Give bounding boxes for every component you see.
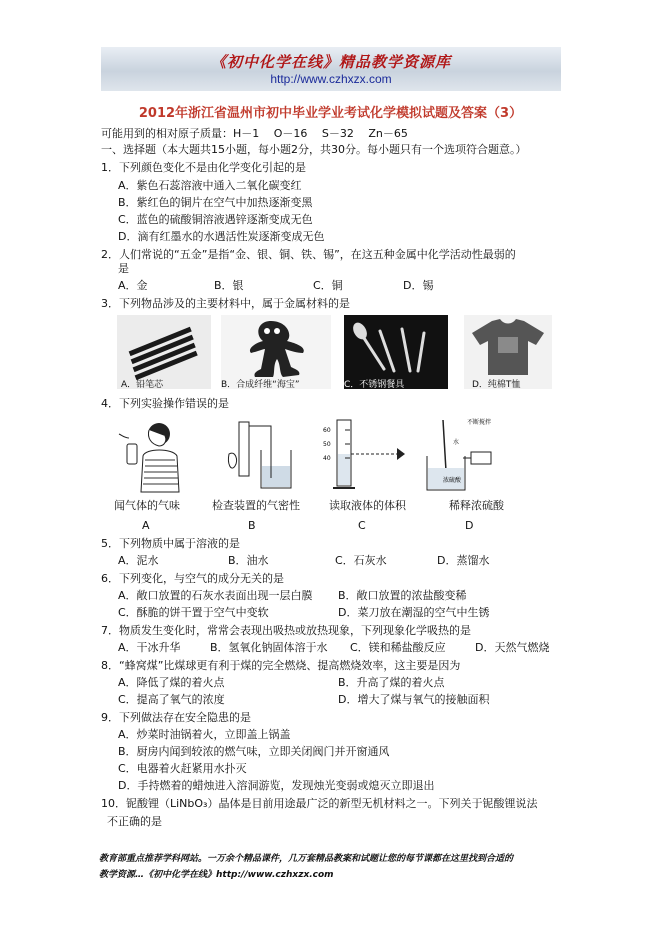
question-7-option-b: B．氢氧化钠固体溶于水: [210, 641, 328, 654]
question-1-option-a: A．紫色石蕊溶液中通入二氧化碳变红: [118, 179, 302, 192]
question-4-letter-c: C: [358, 519, 366, 532]
question-6-option-c: C．酥脆的饼干置于空气中变软: [118, 606, 269, 619]
question-9-option-c: C．电器着火赶紧用水扑灭: [118, 762, 247, 775]
question-6-option-d: D．菜刀放在潮湿的空气中生锈: [338, 606, 490, 619]
dilute-sulfuric-acid-illustration: [417, 416, 507, 494]
question-6-option-b: B．敞口放置的浓盐酸变稀: [338, 589, 467, 602]
question-5-options: [118, 554, 489, 568]
question-1-option-d: D．滴有红墨水的水遇活性炭逐渐变成无色: [118, 230, 325, 243]
question-4-letters: [142, 519, 473, 533]
question-3-figures: [117, 315, 554, 389]
question-6-stem: 6．下列变化，与空气的成分无关的是: [101, 572, 284, 585]
question-5-option-b: B．油水: [228, 554, 269, 567]
question-2-option-b: B．银: [214, 279, 244, 292]
atomic-masses: 可能用到的相对原子质量：H－1 O－16 S－32 Zn－65: [101, 127, 408, 140]
question-8-option-c: C．提高了氧气的浓度: [118, 693, 225, 706]
question-2-option-d: D．锡: [403, 279, 434, 292]
question-2-option-c: C．铜: [313, 279, 343, 292]
figure-read-volume: [317, 416, 417, 496]
question-1-stem: 1．下列颜色变化不是由化学变化引起的是: [101, 161, 306, 174]
question-10-stem: 10．铌酸锂（LiNbO₃）晶体是目前用途最广泛的新型无机材料之一。下列关于铌酸锂说法: [101, 797, 538, 810]
question-6-options-row2: [118, 606, 489, 620]
figure-caption: D．纯棉T恤: [472, 380, 521, 390]
document-title: 2012年浙江省温州市初中毕业学业考试化学模拟试题及答案（3）: [138, 106, 523, 121]
question-4-stem: 4．下列实验操作错误的是: [101, 397, 229, 410]
question-4-caption-c: 读取液体的体积: [329, 499, 406, 512]
banner-url[interactable]: http://www.czhxzx.com: [270, 72, 392, 86]
question-4-caption-d: 稀释浓硫酸: [449, 499, 504, 512]
question-4-caption-b: 检查装置的气密性: [212, 499, 300, 512]
question-1-option-b: B．紫红色的铜片在空气中加热逐渐变黑: [118, 196, 313, 209]
question-8-stem: 8．“蜂窝煤”比煤球更有利于煤的完全燃烧、提高燃烧效率，这主要是因为: [101, 659, 461, 672]
question-2-stem-cont: 是: [118, 262, 129, 275]
figure-dilute-acid: [417, 416, 507, 496]
question-7-stem: 7．物质发生变化时，常常会表现出吸热或放热现象，下列现象化学吸热的是: [101, 624, 471, 637]
question-9-option-a: A．炒菜时油锅着火，立即盖上锅盖: [118, 728, 291, 741]
question-10-stem-cont: 不正确的是: [107, 815, 162, 828]
question-6-option-a: A．敞口放置的石灰水表面出现一层白膜: [118, 589, 313, 602]
label-acid: 浓硫酸: [443, 477, 462, 484]
question-1-option-c: C．蓝色的硫酸铜溶液遇锌逐渐变成无色: [118, 213, 313, 226]
figure-haibao: [221, 315, 344, 389]
question-5-option-c: C．石灰水: [335, 554, 387, 567]
question-8-option-d: D．增大了煤与氧气的接触面积: [338, 693, 490, 706]
header-banner: [101, 47, 561, 91]
question-5-option-a: A．泥水: [118, 554, 159, 567]
question-7-option-a: A．干冰升华: [118, 641, 181, 654]
graduated-cylinder-illustration: [317, 416, 411, 494]
figure-caption: A．铅笔芯: [121, 380, 164, 390]
question-5-option-d: D．蒸馏水: [437, 554, 490, 567]
cylinder-tick-60: 60: [323, 427, 331, 434]
question-8-option-b: B．升高了煤的着火点: [338, 676, 445, 689]
smelling-gas-illustration: [115, 416, 195, 494]
footer-line-2[interactable]: 教学资源…《初中化学在线》http://www.czhxzx.com: [99, 870, 334, 880]
question-7-options: [118, 641, 549, 655]
figure-cotton-tshirt: [464, 315, 554, 389]
figure-airtightness: [221, 416, 317, 496]
question-2-option-a: A．金: [118, 279, 148, 292]
question-7-option-d: D．天然气燃烧: [475, 641, 550, 654]
question-2-options: [118, 279, 433, 293]
figure-caption: C．不锈钢餐具: [344, 380, 405, 390]
question-4-letter-d: D: [465, 519, 474, 532]
airtightness-apparatus-illustration: [221, 416, 301, 496]
section-heading: 一、选择题（本大题共15小题，每小题2分，共30分。每小题只有一个选项符合题意。）: [101, 143, 527, 156]
question-5-stem: 5．下列物质中属于溶液的是: [101, 537, 240, 550]
question-9-option-b: B．厨房内闻到较浓的燃气味，立即关闭阀门并开窗通风: [118, 745, 390, 758]
question-4-figures: [115, 416, 507, 496]
question-9-option-d: D．手持燃着的蜡烛进入溶洞游览，发现烛光变弱或熄灭立即退出: [118, 779, 435, 792]
footer-line-1: 教育部重点推荐学科网站。一万余个精品课件，几万套精品教案和试题让您的每节课都在这里找到合适的: [99, 854, 514, 864]
question-4-caption-a: 闻气体的气味: [114, 499, 180, 512]
figure-caption: B．合成纤维“海宝”: [221, 380, 300, 390]
question-8-options-row2: [118, 693, 489, 707]
figure-pencil-lead: [117, 315, 221, 389]
question-4-letter-a: A: [142, 519, 150, 532]
cylinder-tick-50: 50: [323, 441, 331, 448]
cylinder-tick-40: 40: [323, 455, 331, 462]
question-6-options-row1: [118, 589, 467, 603]
page-footer: [99, 851, 569, 883]
question-4-letter-b: B: [248, 519, 256, 532]
question-9-stem: 9．下列做法存在安全隐患的是: [101, 711, 251, 724]
question-8-options-row1: [118, 676, 445, 690]
label-stir: 不断搅拌: [467, 419, 492, 426]
question-3-stem: 3．下列物品涉及的主要材料中，属于金属材料的是: [101, 297, 350, 310]
question-2-stem: 2．人们常说的“五金”是指“金、银、铜、铁、锡”，在这五种金属中化学活动性最弱的: [101, 248, 516, 261]
question-7-option-c: C．镁和稀盐酸反应: [350, 641, 446, 654]
label-water: 水: [453, 439, 460, 446]
question-8-option-a: A．降低了煤的着火点: [118, 676, 225, 689]
figure-smell-gas: [115, 416, 221, 496]
figure-steel-tableware: [344, 315, 464, 389]
banner-title: 《初中化学在线》精品教学资源库: [210, 53, 451, 71]
question-4-captions: [114, 499, 504, 513]
